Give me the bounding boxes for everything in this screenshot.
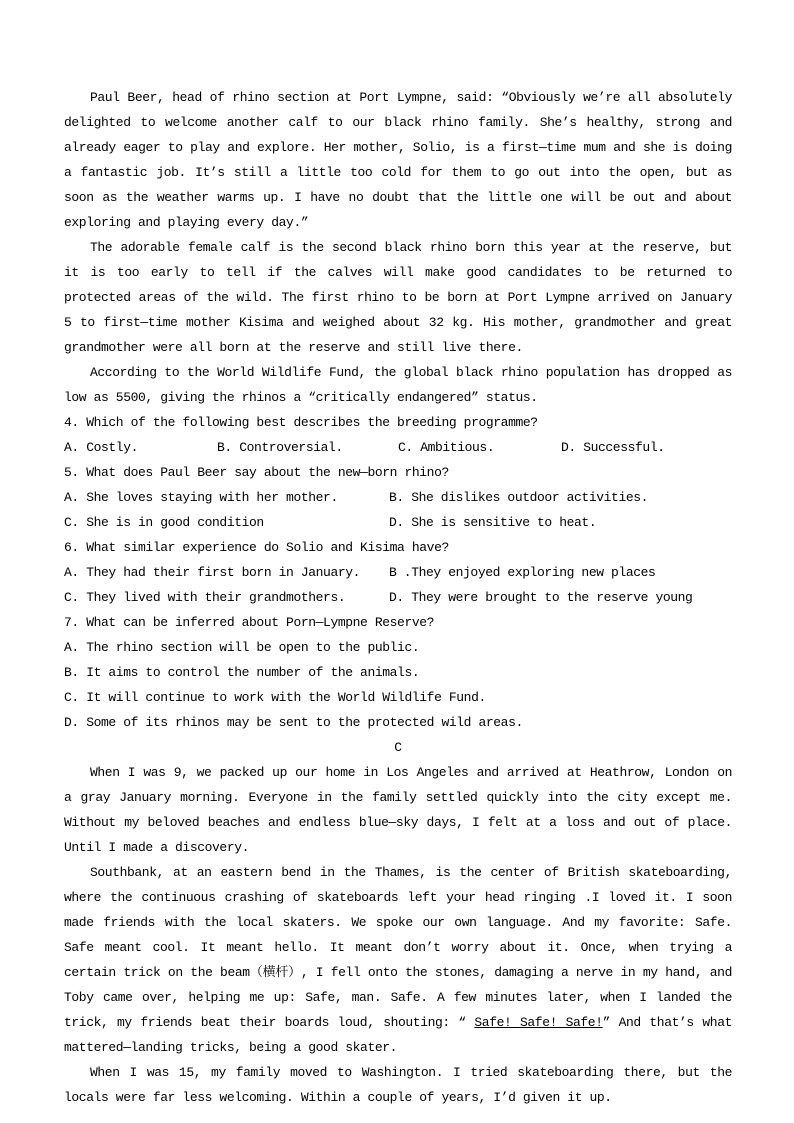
question-line: 7. What can be inferred about Porn—Lympne Reserve? <box>64 615 435 630</box>
passage-paragraph: The adorable female calf is the second black rhino born this year at the reserve, but it is too early to tell if the calves will make good candidates to be returned to protected areas of the wild. The first rhino to be born at Port Lympne arrived on January 5 to first—time mother Kisima and weighed about 32 kg. His mother, grandmother and great grandmother were all born at the reserve and still live there. <box>64 240 732 355</box>
option-item: B. Controversial. <box>217 440 343 455</box>
question-line: B. It aims to control the number of the animals. <box>64 665 420 680</box>
option-item: C. Ambitious. <box>398 440 495 455</box>
options-row <box>64 560 732 585</box>
passage-paragraph: Paul Beer, head of rhino section at Port Lympne, said: “Obviously we’re all absolutely delighted to welcome another calf to our black rhino family. She’s healthy, strong and already eager to play and explore. Her mother, Solio, is a first—time mum and she is doing a fantastic job. It’s still a little too cold for them to go out into the open, but as soon as the weather warms up. I have no doubt that the little one will be out and about exploring and playing every day.” <box>64 90 732 230</box>
underlined-text: Safe! Safe! Safe! <box>474 1015 603 1030</box>
question-line: D. Some of its rhinos may be sent to the protected wild areas. <box>64 715 523 730</box>
question-line: A. The rhino section will be open to the public. <box>64 640 420 655</box>
option-item: D. They were brought to the reserve young <box>389 590 693 605</box>
options-row <box>64 585 732 610</box>
option-item: D. She is sensitive to heat. <box>389 515 597 530</box>
passage-paragraph <box>64 860 732 1060</box>
question-line: 4. Which of the following best describes the breeding programme? <box>64 415 538 430</box>
option-item: A. She loves staying with her mother. <box>64 490 338 505</box>
question-line: 5. What does Paul Beer say about the new—born rhino? <box>64 465 449 480</box>
passage-paragraph: When I was 9, we packed up our home in Los Angeles and arrived at Heathrow, London on a gray January morning. Everyone in the family settled quickly into the city except me. Without my beloved beaches and endless blue—sky days, I felt at a loss and out of place. Until I made a discovery. <box>64 765 732 855</box>
question-line: C. It will continue to work with the World Wildlife Fund. <box>64 690 486 705</box>
option-item: C. She is in good condition <box>64 515 264 530</box>
passage-paragraph: According to the World Wildlife Fund, the global black rhino population has dropped as low as 5500, giving the rhinos a “critically endangered” status. <box>64 365 732 405</box>
options-row <box>64 485 732 510</box>
option-item: C. They lived with their grandmothers. <box>64 590 346 605</box>
paragraph-text: Southbank, at an eastern bend in the Thames, is the center of British skateboarding, where the continuous crashing of skateboards left your head ringing .I loved it. I soon made friends with the local skaters. We spoke our own language. And my favorite: Safe. Safe meant cool. It meant hello. It meant don’t worry about it. Once, when trying a certain trick on the beam（横杆）, I fell onto the stones, damaging a nerve in my hand, and Toby came over, helping me up: Safe, man. Safe. A few minutes later, when I landed the trick, my friends beat their boards loud, shouting: “ <box>64 865 732 1030</box>
paragraph-text: ” And that’s what mattered—landing tricks, being a good skater. <box>64 1015 733 1055</box>
option-item: A. They had their first born in January. <box>64 565 361 580</box>
options-row <box>64 435 732 460</box>
option-item: B .They enjoyed exploring new places <box>389 565 656 580</box>
section-heading: C <box>394 740 402 755</box>
option-item: B. She dislikes outdoor activities. <box>389 490 649 505</box>
option-item: A. Costly. <box>64 440 139 455</box>
passage-paragraph: When I was 15, my family moved to Washington. I tried skateboarding there, but the locals were far less welcoming. Within a couple of years, I’d given it up. <box>64 1065 732 1105</box>
option-item: D. Successful. <box>561 440 665 455</box>
options-row <box>64 510 732 535</box>
question-line: 6. What similar experience do Solio and Kisima have? <box>64 540 449 555</box>
document-page <box>64 85 732 1110</box>
